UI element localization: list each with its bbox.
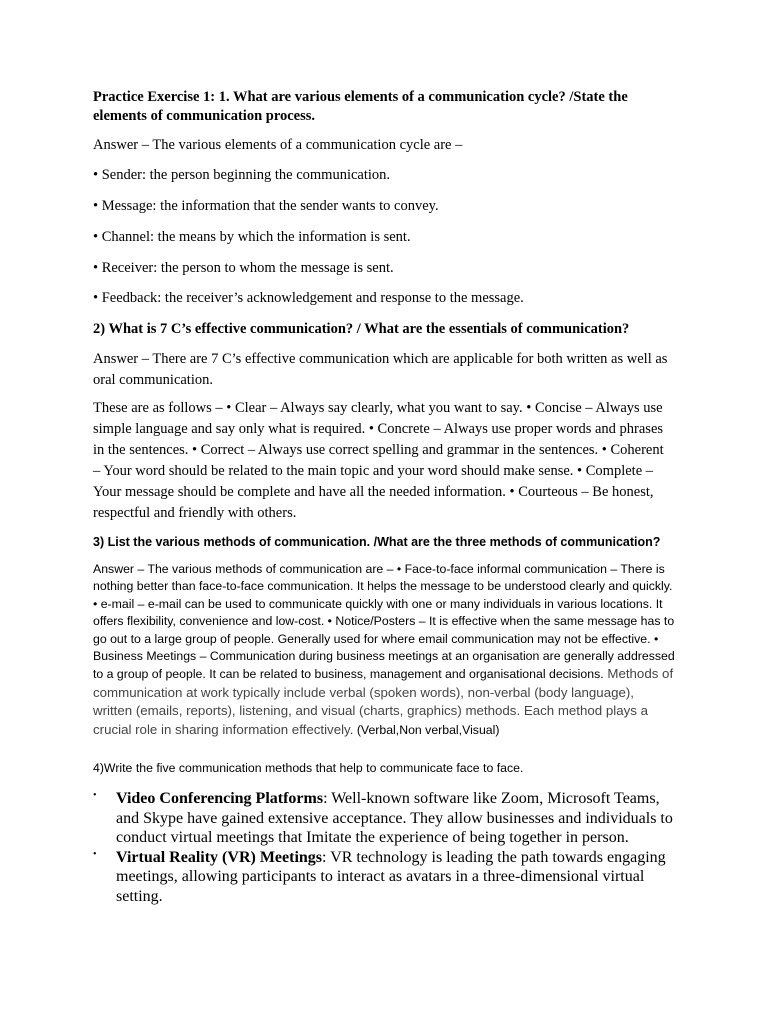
list-item-channel: • Channel: the means by which the information is sent.: [93, 229, 411, 245]
bullet-term: Video Conferencing Platforms: [116, 790, 324, 807]
question-2-paragraph: These are as follows – • Clear – Always say clearly, what you want to say. • Concise – Always use simple language and say only what is required. • Concrete – Always use proper words and phrases in the sentences. • Correct – Always use correct spelling and grammar in the sentences. • Coherent – Your word should be related to the main topic and your word should make sense. • Complete – Your message should be complete and have all the needed information. • Courteous – Be honest, respectful and friendly with others.: [93, 400, 664, 521]
bullet-marker: •: [93, 790, 97, 801]
question-1-heading: Practice Exercise 1: 1. What are various elements of a communication cycle? /State the elements of communication process.: [93, 89, 628, 124]
bullet-text: : Well-known software like Zoom, Microsoft Teams, and Skype have gained extensive acceptance. They allow businesses and individuals to conduct virtual meetings that Imitate the experience of being together in person.: [116, 790, 673, 847]
question-4-heading: 4)Write the five communication methods that help to communicate face to face.: [93, 761, 524, 775]
list-item-sender: • Sender: the person beginning the communication.: [93, 167, 391, 183]
list-item-feedback: • Feedback: the receiver’s acknowledgement and response to the message.: [93, 290, 524, 306]
bullet-marker: •: [93, 848, 97, 860]
question-3-answer: [93, 561, 675, 739]
question-4-bullet-list: [93, 789, 683, 907]
question-2-heading: 2) What is 7 C’s effective communication? / What are the essentials of communication?: [93, 321, 630, 337]
list-item-message: • Message: the information that the sender wants to convey.: [93, 198, 439, 214]
bullet-term: Virtual Reality (VR) Meetings: [116, 848, 323, 866]
question-1-answer-intro: Answer – The various elements of a communication cycle are –: [93, 137, 463, 153]
question-3-answer-text: Answer – The various methods of communication are – • Face-to-face informal communication – There is nothing better than face-to-face communication. It helps the message to be understood clearly and quickly. • e-mail – e-mail can be used to communicate quickly with one or many individuals in various locations. It offers flexibility, convenience and low-cost. • Notice/Posters – It is effective when the same message has to go out to a large group of people. Generally used for where email communication may not be effective. • Business Meetings – Communication during business meetings at an organisation are generally addressed to a group of people. It can be related to business, management and organisational decisions.: [93, 562, 675, 682]
bullet-text: : VR technology is leading the path towards engaging meetings, allowing participants to interact as avatars in a three-dimensional virtual setting.: [116, 848, 666, 905]
question-3-continuation: Methods of communication at work typically include verbal (spoken words), non-verbal (body language), written (emails, reports), listening, and visual (charts, graphics) methods. Each method plays a crucial role in sharing information effectively.: [93, 666, 674, 737]
question-3-heading: 3) List the various methods of communication. /What are the three methods of communication?: [93, 535, 661, 549]
list-item-receiver: • Receiver: the person to whom the message is sent.: [93, 260, 394, 276]
list-item: [93, 789, 683, 848]
list-item: [93, 848, 683, 907]
question-3-parenthetical: (Verbal,Non verbal,Visual): [353, 722, 500, 737]
question-2-answer: Answer – There are 7 C’s effective communication which are applicable for both written as well as oral communication.: [93, 351, 668, 388]
